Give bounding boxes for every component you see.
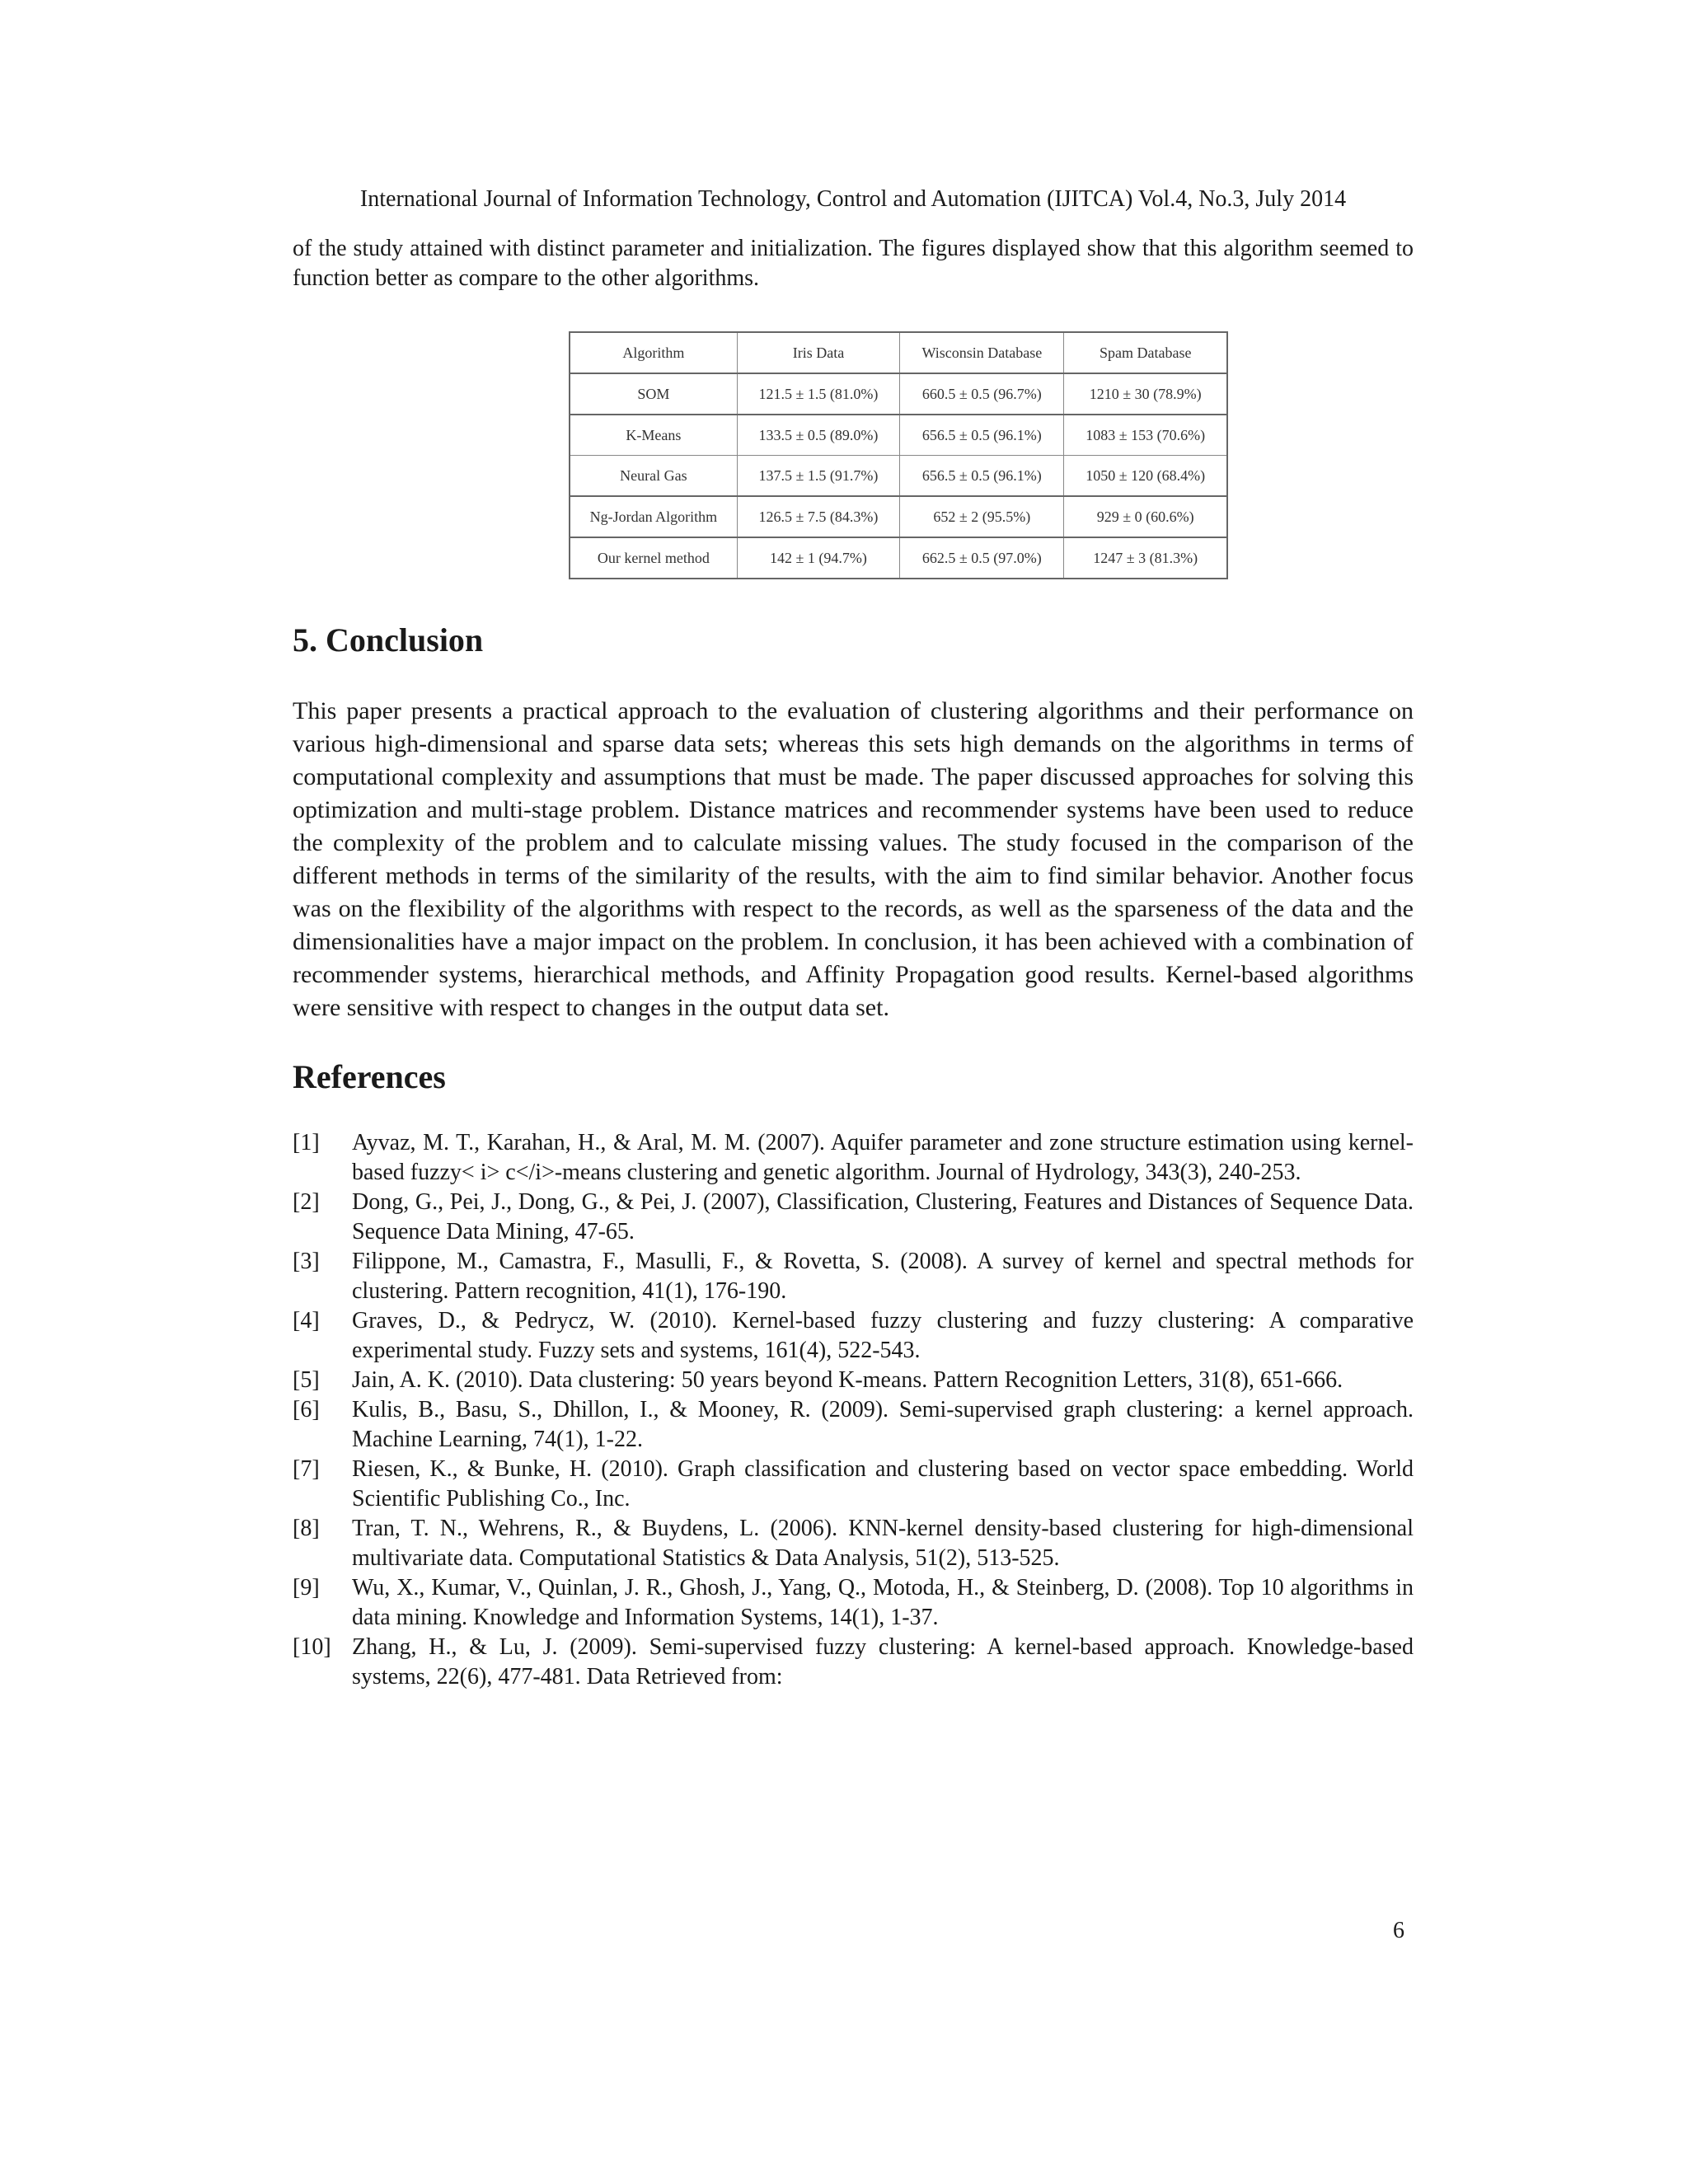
reference-number: [5] — [293, 1367, 320, 1393]
cell-algorithm: Ng-Jordan Algorithm — [570, 496, 737, 537]
cell-iris: 137.5 ± 1.5 (91.7%) — [737, 456, 899, 497]
page-number: 6 — [1393, 1918, 1404, 1943]
column-header-algorithm: Algorithm — [570, 332, 737, 373]
reference-text: Zhang, H., & Lu, J. (2009). Semi-supervised fuzzy clustering: A kernel-based approach. Knowledge-based systems, 22(6), 477-481. Data Retrieved from: — [352, 1634, 1414, 1690]
cell-wisconsin: 656.5 ± 0.5 (96.1%) — [900, 456, 1064, 497]
cell-spam: 1083 ± 153 (70.6%) — [1064, 415, 1227, 456]
cell-algorithm: SOM — [570, 373, 737, 415]
reference-number: [1] — [293, 1130, 320, 1155]
reference-text: Jain, A. K. (2010). Data clustering: 50 years beyond K-means. Pattern Recognition Letters, 31(8), 651-666. — [352, 1367, 1343, 1393]
reference-list — [293, 1128, 1414, 1692]
reference-number: [2] — [293, 1189, 320, 1215]
reference-number: [6] — [293, 1397, 320, 1422]
reference-text: Ayvaz, M. T., Karahan, H., & Aral, M. M. (2007). Aquifer parameter and zone structure estimation using kernel-based fuzzy< i> c</i>-means clustering and genetic algorithm. Journal of Hydrology, 343(3), 240-253. — [352, 1130, 1414, 1185]
reference-text: Kulis, B., Basu, S., Dhillon, I., & Mooney, R. (2009). Semi-supervised graph clustering: a kernel approach. Machine Learning, 74(1), 1-22. — [352, 1397, 1414, 1452]
running-header: International Journal of Information Technology, Control and Automation (IJITCA) Vol.4, No.3, July 2014 — [359, 186, 1347, 212]
results-table-container — [569, 331, 1228, 579]
reference-item — [293, 1128, 1414, 1188]
reference-number: [7] — [293, 1456, 320, 1482]
cell-wisconsin: 656.5 ± 0.5 (96.1%) — [900, 415, 1064, 456]
reference-number: [8] — [293, 1516, 320, 1541]
reference-text: Dong, G., Pei, J., Dong, G., & Pei, J. (2007), Classification, Clustering, Features and Distances of Sequence Data. Sequence Data Mining, 47-65. — [352, 1189, 1414, 1244]
cell-spam: 1050 ± 120 (68.4%) — [1064, 456, 1227, 497]
column-header-spam: Spam Database — [1064, 332, 1227, 373]
cell-algorithm: K-Means — [570, 415, 737, 456]
column-header-iris: Iris Data — [737, 332, 899, 373]
cell-spam: 929 ± 0 (60.6%) — [1064, 496, 1227, 537]
reference-text: Riesen, K., & Bunke, H. (2010). Graph classification and clustering based on vector space embedding. World Scientific Publishing Co., Inc. — [352, 1456, 1414, 1511]
reference-text: Tran, T. N., Wehrens, R., & Buydens, L. (2006). KNN-kernel density-based clustering for high-dimensional multivariate data. Computational Statistics & Data Analysis, 51(2), 513-525. — [352, 1516, 1414, 1571]
reference-number: [9] — [293, 1575, 320, 1601]
table-header-row — [570, 332, 1227, 373]
reference-item — [293, 1247, 1414, 1306]
reference-item — [293, 1306, 1414, 1366]
cell-iris: 126.5 ± 7.5 (84.3%) — [737, 496, 899, 537]
reference-item — [293, 1514, 1414, 1573]
cell-wisconsin: 652 ± 2 (95.5%) — [900, 496, 1064, 537]
conclusion-heading: 5. Conclusion — [293, 621, 484, 658]
reference-item — [293, 1633, 1414, 1692]
reference-text: Filippone, M., Camastra, F., Masulli, F., & Rovetta, S. (2008). A survey of kernel and spectral methods for clustering. Pattern recognition, 41(1), 176-190. — [352, 1249, 1414, 1304]
results-table — [569, 331, 1228, 579]
cell-spam: 1247 ± 3 (81.3%) — [1064, 537, 1227, 579]
table-row — [570, 496, 1227, 537]
cell-iris: 133.5 ± 0.5 (89.0%) — [737, 415, 899, 456]
page-content — [293, 183, 1414, 1692]
reference-number: [10] — [293, 1634, 331, 1660]
intro-paragraph: of the study attained with distinct parameter and initialization. The figures displayed show that this algorithm seemed to function better as compare to the other algorithms. — [293, 236, 1414, 291]
reference-text: Wu, X., Kumar, V., Quinlan, J. R., Ghosh, J., Yang, Q., Motoda, H., & Steinberg, D. (2008). Top 10 algorithms in data mining. Knowledge and Information Systems, 14(1), 1-37. — [352, 1575, 1414, 1630]
cell-algorithm: Our kernel method — [570, 537, 737, 579]
table-row — [570, 415, 1227, 456]
cell-wisconsin: 662.5 ± 0.5 (97.0%) — [900, 537, 1064, 579]
cell-wisconsin: 660.5 ± 0.5 (96.7%) — [900, 373, 1064, 415]
reference-item — [293, 1455, 1414, 1514]
cell-iris: 142 ± 1 (94.7%) — [737, 537, 899, 579]
reference-text: Graves, D., & Pedrycz, W. (2010). Kernel-based fuzzy clustering and fuzzy clustering: A comparative experimental study. Fuzzy sets and systems, 161(4), 522-543. — [352, 1308, 1414, 1363]
reference-item — [293, 1395, 1414, 1455]
references-heading: References — [293, 1058, 446, 1095]
cell-spam: 1210 ± 30 (78.9%) — [1064, 373, 1227, 415]
conclusion-paragraph: This paper presents a practical approach to the evaluation of clustering algorithms and their performance on various high-dimensional and sparse data sets; whereas this sets high demands on the algorithms in terms of computational complexity and assumptions that must be made. The paper discussed approaches for solving this optimization and multi-stage problem. Distance matrices and recommender systems have been used to reduce the complexity of the problem and to calculate missing values. The study focused in the comparison of the different methods in terms of the similarity of the results, with the aim to find similar behavior. Another focus was on the flexibility of the algorithms with respect to the records, as well as the sparseness of the data and the dimensionalities have a major impact on the problem. In conclusion, it has been achieved with a combination of recommender systems, hierarchical methods, and Affinity Propagation good results. Kernel-based algorithms were sensitive with respect to changes in the output data set. — [293, 697, 1414, 1021]
reference-item — [293, 1366, 1414, 1395]
column-header-wisconsin: Wisconsin Database — [900, 332, 1064, 373]
reference-item — [293, 1573, 1414, 1633]
table-row — [570, 537, 1227, 579]
table-row — [570, 456, 1227, 497]
reference-number: [4] — [293, 1308, 320, 1333]
reference-item — [293, 1188, 1414, 1247]
cell-algorithm: Neural Gas — [570, 456, 737, 497]
reference-number: [3] — [293, 1249, 320, 1274]
cell-iris: 121.5 ± 1.5 (81.0%) — [737, 373, 899, 415]
table-row — [570, 373, 1227, 415]
